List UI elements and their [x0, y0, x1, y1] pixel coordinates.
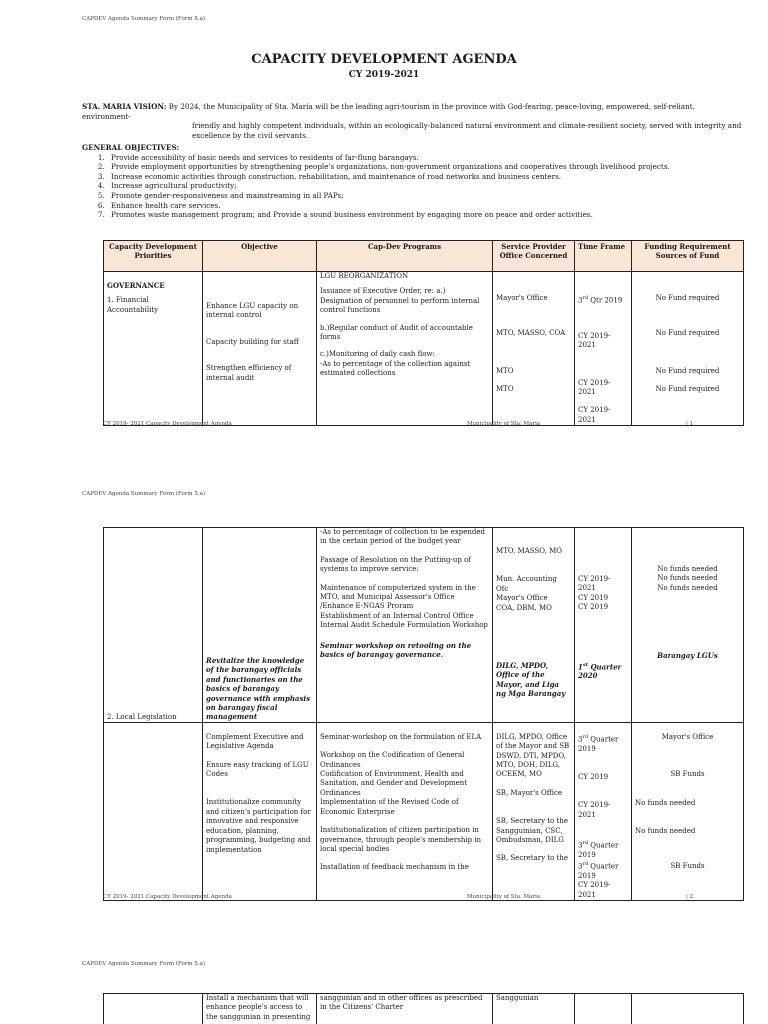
funding-cell: SB Funds [670, 862, 705, 871]
page-1 [0, 0, 768, 440]
timeframe-cell: 3rd Quarter 2019 [578, 861, 619, 881]
col-header-funding: Funding Requirement Sources of Fund [632, 241, 744, 272]
timeframe-cell: CY 2019 [578, 603, 609, 612]
program-cell: Maintenance of computerized system in the MTO, and Municipal Assessor's Office /Enhance E-NGAS Proram [320, 583, 476, 611]
vision-statement [82, 102, 742, 140]
running-header: CAPDEV Agenda Summary Form (Form 5.a) [82, 16, 206, 22]
page-number: | 1 [686, 421, 694, 427]
priority-item: 1. Financial Accountability [107, 296, 159, 314]
program-cell: Implementation of the Revised Code of Economic Enterprise [320, 798, 459, 816]
provider-cell: COA, DBM, MO [496, 603, 552, 612]
program-cell: Establishment of an Internal Control Office [320, 611, 474, 620]
timeframe-cell: 3rd Quarter 2019 [578, 733, 619, 753]
timeframe-cell: CY 2019-2021 [578, 378, 611, 396]
timeframe-cell: CY 2019-2021 [578, 575, 611, 593]
objective-item: 2. Provide employment opportunities by strengthening people's organizations, non-government organizations and cooperatives through livelihood projects. [107, 162, 742, 172]
provider-cell: MTO [496, 366, 514, 375]
program-cell: sanggunian and in other offices as prescribed in the Citizens' Charter [317, 994, 493, 1024]
objective-item: 7. Promotes waste management program; and Provide a sound business environment by engaging more on peace and order activities. [107, 210, 742, 220]
footer-left: CY 2019- 2021 Capacity Development Agenda [103, 421, 232, 427]
program-cell: b.)Regular conduct of Audit of accountable forms [320, 323, 473, 342]
capdev-table-page1 [103, 240, 744, 426]
provider-cell: SB, Secretary to the [496, 853, 568, 862]
objective-cell: Ensure easy tracking of LGU Codes [206, 760, 309, 779]
page-2 [0, 480, 768, 920]
provider-cell: MTO, MASSO, COA [496, 329, 566, 338]
timeframe-cell: 3rd Qtr 2019 [578, 295, 623, 305]
provider-cell: SB, Mayor's Office [496, 788, 563, 797]
table-header-row [104, 241, 744, 272]
table-row [104, 272, 744, 426]
col-header-time-frame: Time Frame [575, 241, 632, 272]
priority-section: GOVERNANCE [107, 281, 165, 290]
footer-left: CY 2019- 2021 Capacity Development Agenda [103, 894, 232, 900]
capdev-table-page3 [103, 993, 744, 1024]
vision-text-1: By 2024, the Municipality of Sta. Maria will be the leading agri-tourism in the province with God-fearing, peace-loving, empowered, self-reliant, environment- [82, 102, 695, 121]
objectives-label: GENERAL OBJECTIVES: [82, 143, 180, 152]
footer-center: Municipality of Sta. Maria [467, 421, 541, 427]
program-cell: Installation of feedback mechanism in the [320, 863, 469, 872]
program-cell: Institutionalization of citizen participation in governance, through people's membership in local special bodies [320, 826, 482, 853]
objective-item: 4. Increase agricultural productivity; [107, 181, 742, 191]
provider-cell: DILG, MPDO, Office of the Mayor and SB [496, 732, 570, 751]
funding-cell: No funds needed [635, 798, 696, 807]
funding-cell: No Fund required [655, 329, 720, 338]
table-row [104, 722, 744, 900]
program-cell: Passage of Resolution on the Putting-up of systems to improve service: [320, 555, 471, 574]
objective-item: 6. Enhance health care services. [107, 201, 742, 211]
objective-item: 3. Increase economic activities through construction, rehabilitation, and maintenance of road networks and business centers. [107, 172, 742, 182]
provider-cell: DILG, MPDO, Office of the Mayor, and Liga ng Mga Barangay [496, 661, 566, 699]
funding-cell: No funds needed [635, 827, 696, 836]
program-cell: Codification of Environment, Health and Sanitation, and Gender and Development Ordinances [320, 770, 468, 797]
provider-cell: MTO, MASSO, MO [496, 547, 562, 555]
program-cell: Internal Audit Schedule Formulation Workshop [320, 621, 488, 630]
timeframe-cell: 3rd Quarter 2019 [578, 840, 619, 859]
objective-cell: Install a mechanism that will enhance people's access to the sanggunian in presenting [203, 994, 317, 1024]
funding-cell: Barangay LGUs [657, 651, 718, 661]
general-objectives [82, 143, 742, 220]
col-header-priorities: Capacity Development Priorities [104, 241, 203, 272]
page-3 [0, 955, 768, 1024]
provider-cell: Mayor's Office [496, 594, 548, 603]
objective-cell: Revitalize the knowledge of the barangay officials and functionaries on the basics of barangay governance with emphasis on barangay fiscal management [206, 656, 311, 722]
col-header-objective: Objective [203, 241, 317, 272]
table-row [104, 994, 744, 1024]
funding-cell: SB Funds [670, 770, 705, 779]
timeframe-cell: 1st Quarter 2020 [578, 661, 622, 681]
objective-cell: Institutionalize community and citizen's participation for innovative and responsive education, planning, programming, budgeting and implementation [206, 798, 311, 854]
capdev-table-page2 [103, 527, 744, 901]
provider-cell: MTO [496, 385, 514, 394]
funding-cell: No Fund required [655, 385, 720, 394]
program-cell: Issuance of Executive Order, re: a.) Designation of personnel to perform internal control functions [320, 287, 480, 315]
objective-cell: Strengthen efficiency of internal audit [206, 364, 292, 382]
objectives-list [82, 153, 742, 220]
page-number: | 2 [686, 894, 694, 900]
timeframe-cell: CY 2019-2021 [578, 406, 611, 424]
program-cell: Seminar workshop on retooling on the basics of barangay governance. [320, 640, 472, 660]
objective-cell: Enhance LGU capacity on internal control [206, 302, 299, 320]
program-cell: -As to percentage of the collection against estimated collections [320, 359, 471, 378]
program-cell: -As to percentage of collection to be expended in the certain period of the budget year [320, 528, 485, 546]
program-cell: c.)Monitoring of daily cash flow: [320, 350, 435, 359]
table-row [104, 528, 744, 723]
provider-cell: Sanggunian [493, 994, 575, 1024]
priority-item: 2. Local Legislation [107, 712, 177, 721]
provider-cell: SB, Secretary to the Sangguinian, CSC, Ombudsman, DILG [496, 817, 568, 845]
provider-cell: Mun. Accounting Ofc [496, 575, 557, 593]
col-header-programs: Cap-Dev Programs [317, 241, 493, 272]
col-header-service-provider: Service Provider Office Concerned [493, 241, 575, 272]
provider-cell: Mayor's Office [496, 294, 548, 302]
document-subtitle: CY 2019-2021 [348, 70, 420, 80]
footer-center: Municipality of Sta. Maria [467, 894, 541, 900]
objective-cell: Complement Executive and Legislative Agenda [206, 732, 304, 751]
timeframe-cell: CY 2019-2021 [578, 801, 611, 819]
objective-item: 5. Promote gender-responsiveness and mainstreaming in all PAPs; [107, 191, 742, 201]
document-title: CAPACITY DEVELOPMENT AGENDA [251, 52, 517, 67]
objective-cell: Capacity building for staff [206, 337, 299, 346]
program-cell: LGU REORGANIZATION [320, 272, 409, 280]
timeframe-cell: CY 2019-2021 [578, 331, 611, 350]
vision-text-2: friendly and highly competent individuals, within an ecologically-balanced natural environment and climate-resilient society, served with integrity and excellence by the civil servants. [192, 121, 742, 140]
funding-cell: No Fund required [655, 294, 720, 302]
funding-cell: No funds needed [657, 565, 718, 573]
timeframe-cell: CY 2019 [578, 772, 609, 781]
running-header: CAPDEV Agenda Summary Form (Form 5.a) [82, 961, 206, 967]
funding-cell: Mayor's Office [661, 732, 714, 741]
funding-cell: No Fund required [655, 366, 720, 375]
funding-cell: No funds needed [657, 583, 718, 592]
provider-cell: DSWD, DTI, MPDO, MTO, DOH, DILG, OCEEM, MO [496, 751, 566, 779]
objective-item: 1. Provide accessibility of basic needs and services to residents of far-flung barangays. [107, 153, 742, 163]
program-cell: Seminar-workshop on the formulation of ELA [320, 732, 482, 741]
timeframe-cell: CY 2019-2021 [578, 881, 611, 899]
vision-label: STA. MARIA VISION: [82, 102, 167, 111]
program-cell: Workshop on the Codification of General Ordinances [320, 751, 465, 769]
timeframe-cell: CY 2019 [578, 593, 609, 602]
funding-cell: No funds needed [657, 574, 718, 583]
running-header: CAPDEV Agenda Summary Form (Form 5.a) [82, 491, 206, 497]
